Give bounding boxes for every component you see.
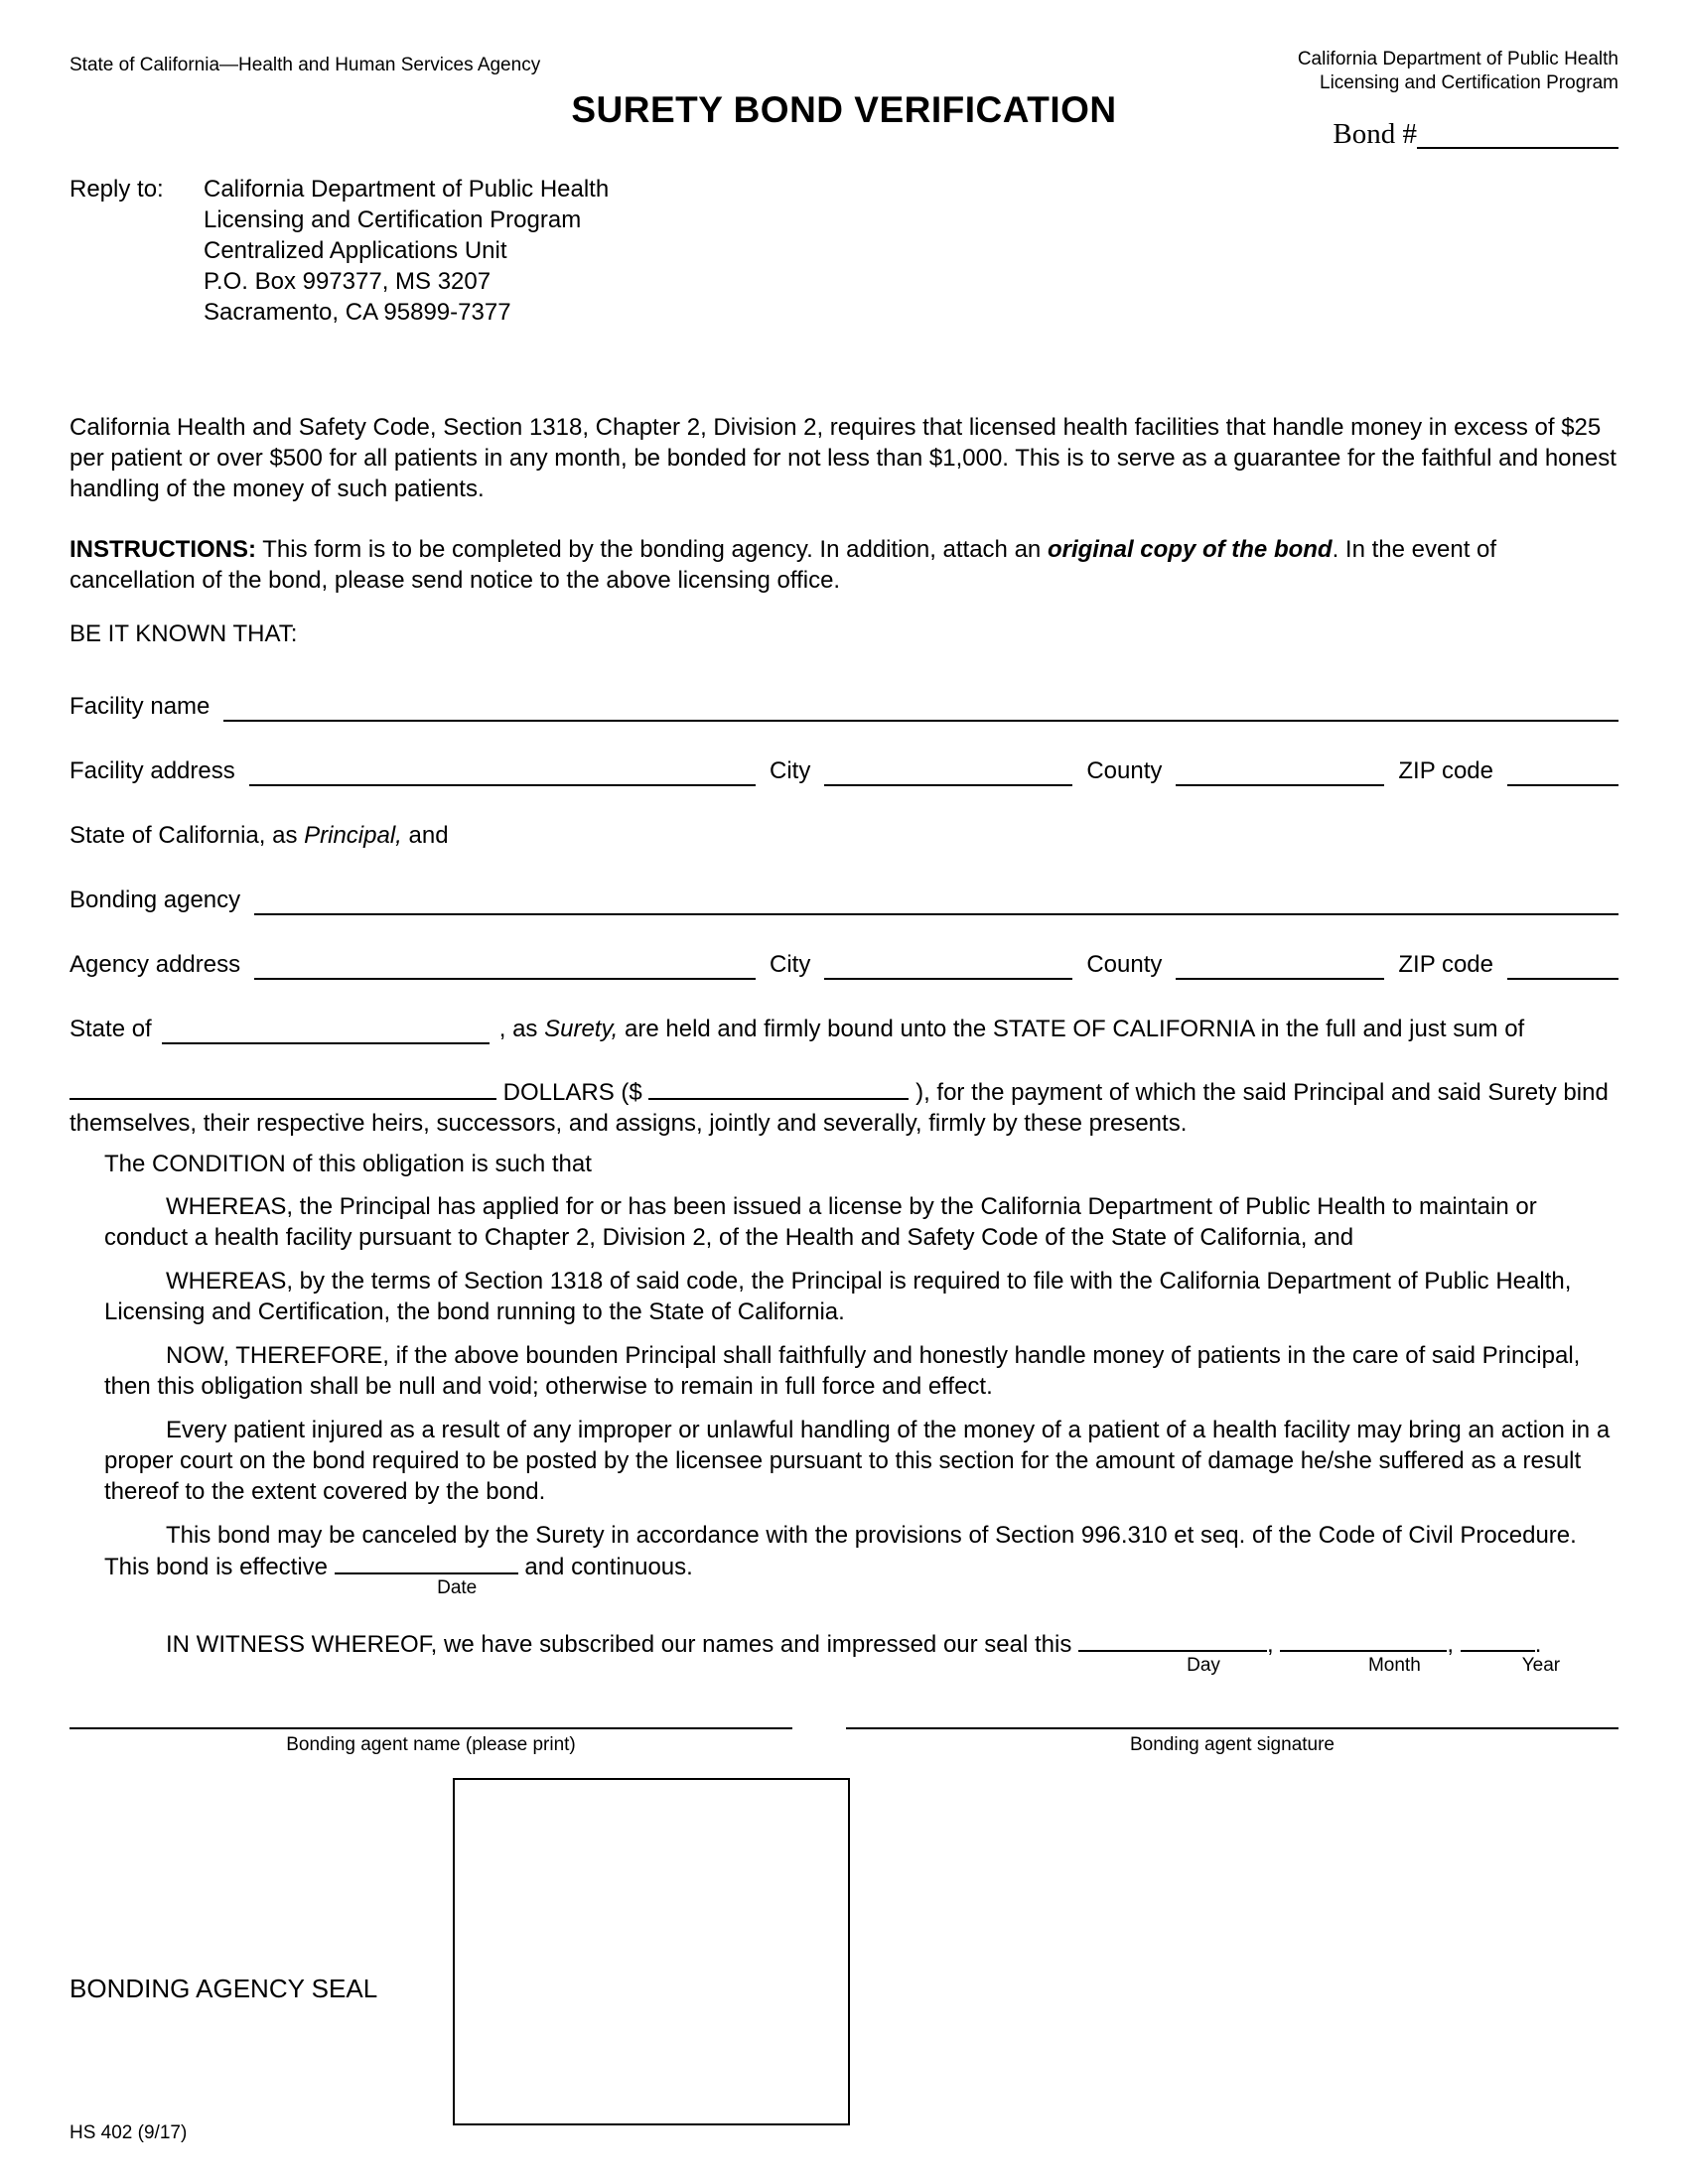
bonding-agent-name-label: Bonding agent name (please print) bbox=[286, 1734, 576, 1755]
instructions-paragraph bbox=[70, 534, 1618, 596]
bonding-agency-seal-label: BONDING AGENCY SEAL bbox=[70, 1974, 378, 2003]
surety-text bbox=[499, 1014, 1524, 1044]
bonding-agent-signature-label: Bonding agent signature bbox=[1130, 1734, 1335, 1755]
agency-address-field[interactable] bbox=[254, 950, 756, 980]
agent-name-column bbox=[70, 1723, 792, 1756]
bond-number-label: Bond # bbox=[1333, 118, 1417, 150]
facility-address-field[interactable] bbox=[249, 756, 756, 786]
surety-text-1: , as bbox=[498, 1016, 545, 1042]
form-number: HS 402 (9/17) bbox=[70, 2122, 188, 2143]
agency-county-field[interactable] bbox=[1176, 950, 1384, 980]
day-label: Day bbox=[1187, 1655, 1220, 1676]
bonding-agency-field[interactable] bbox=[254, 886, 1618, 915]
agency-address-label: Agency address bbox=[70, 951, 241, 978]
agency-city-field[interactable] bbox=[824, 950, 1072, 980]
facility-city-field[interactable] bbox=[824, 756, 1072, 786]
year-label: Year bbox=[1521, 1655, 1561, 1676]
facility-name-row bbox=[70, 689, 1618, 722]
department-line-2: Licensing and Certification Program bbox=[1320, 72, 1618, 93]
agency-city-label: City bbox=[769, 951, 811, 978]
reply-address-line-4: P.O. Box 997377, MS 3207 bbox=[204, 268, 492, 295]
principal-text-2: and bbox=[401, 822, 449, 849]
principal-text bbox=[70, 820, 449, 851]
facility-city-label: City bbox=[769, 757, 811, 784]
cancellation-paragraph bbox=[104, 1520, 1618, 1598]
reply-address-line-3: Centralized Applications Unit bbox=[204, 237, 507, 264]
whereas-paragraph-2: WHEREAS, by the terms of Section 1318 of said code, the Principal is required to file with the California Department of Public Health, Licensing and Certification, the bond running to the State of California. bbox=[104, 1268, 1572, 1325]
facility-name-field[interactable] bbox=[223, 692, 1618, 722]
witness-period: . bbox=[1534, 1631, 1542, 1658]
dollars-text: ), for the payment of which the said Principal and said Surety bind themselves, their respective heirs, successors, and assigns, jointly and severally, firmly by these presents. bbox=[70, 1079, 1609, 1137]
reply-to-address bbox=[204, 174, 609, 328]
instructions-text-2: . In the event of cancellation of the bond, please send notice to the above licensing office. bbox=[70, 536, 1497, 594]
bond-number-row bbox=[1333, 119, 1618, 149]
dollars-label: DOLLARS ($ bbox=[502, 1079, 642, 1106]
witness-paragraph bbox=[104, 1628, 1618, 1676]
agency-county-label: County bbox=[1086, 951, 1163, 978]
be-it-known-heading: BE IT KNOWN THAT: bbox=[70, 620, 298, 647]
department-block bbox=[1298, 48, 1618, 95]
date-label: Date bbox=[437, 1577, 478, 1598]
whereas-paragraph-1: WHEREAS, the Principal has applied for or has been issued a license by the California Department of Public Health to maintain or conduct a health facility pursuant to Chapter 2, Division 2, of the Health and Safety Code of the State of California, and bbox=[104, 1193, 1537, 1251]
bonding-agency-label: Bonding agency bbox=[70, 887, 241, 913]
reply-to-block bbox=[70, 174, 1618, 328]
witness-comma-1: , bbox=[1267, 1631, 1274, 1658]
code-requirement-paragraph: California Health and Safety Code, Section 1318, Chapter 2, Division 2, requires that licensed health facilities that handle money in excess of $25 per patient or over $500 for all patients in any month, be bonded for not less than $1,000. This is to serve as a guarantee for the faithful and honest handling of the money of such patients. bbox=[70, 414, 1617, 502]
facility-address-row bbox=[70, 753, 1618, 786]
facility-address-label: Facility address bbox=[70, 757, 235, 784]
agency-address-row bbox=[70, 947, 1618, 980]
principal-text-1: State of California, as bbox=[70, 822, 305, 849]
witness-comma-2: , bbox=[1447, 1631, 1455, 1658]
surety-state-line bbox=[70, 1012, 1618, 1044]
facility-county-field[interactable] bbox=[1176, 756, 1384, 786]
principal-emphasis: Principal, bbox=[304, 822, 402, 849]
bonding-agency-seal-box bbox=[453, 1778, 850, 2125]
seal-day-field[interactable] bbox=[1078, 1628, 1267, 1676]
agency-zip-label: ZIP code bbox=[1398, 951, 1493, 978]
state-agency-line: State of California—Health and Human Services Agency bbox=[70, 55, 541, 75]
effective-date-field[interactable] bbox=[335, 1551, 518, 1598]
agent-signature-column bbox=[846, 1723, 1618, 1756]
reply-to-label: Reply to: bbox=[70, 176, 164, 203]
facility-zip-field[interactable] bbox=[1507, 756, 1618, 786]
condition-line: The CONDITION of this obligation is such that bbox=[104, 1151, 592, 1177]
reply-address-line-2: Licensing and Certification Program bbox=[204, 206, 582, 233]
every-patient-paragraph: Every patient injured as a result of any improper or unlawful handling of the money of a patient of a health facility may bring an action in a proper court on the bond required to be posted by the licensee pursuant to this section for the amount of damage he/she suffered as a result thereof to the extent covered by the bond. bbox=[104, 1417, 1611, 1505]
form-title: SURETY BOND VERIFICATION bbox=[571, 89, 1117, 130]
agency-zip-field[interactable] bbox=[1507, 950, 1618, 980]
bond-number-field[interactable] bbox=[1417, 121, 1618, 149]
cancellation-text-2: and continuous. bbox=[517, 1554, 693, 1580]
month-label: Month bbox=[1367, 1655, 1421, 1676]
reply-address-line-5: Sacramento, CA 95899-7377 bbox=[204, 299, 511, 326]
seal-month-field[interactable] bbox=[1280, 1628, 1447, 1676]
bonding-agency-row bbox=[70, 883, 1618, 915]
cancellation-text-1: This bond may be canceled by the Surety in accordance with the provisions of Section 996.310 et seq. of the Code of Civil Procedure. This bond is effective bbox=[104, 1522, 1577, 1580]
facility-name-label: Facility name bbox=[70, 693, 211, 720]
sum-in-words-field[interactable] bbox=[70, 1076, 496, 1100]
now-therefore-paragraph: NOW, THEREFORE, if the above bounden Principal shall faithfully and honestly handle money of patients in the care of said Principal, then this obligation shall be null and void; otherwise to remain in full force and effect. bbox=[104, 1342, 1581, 1400]
bond-sum-paragraph bbox=[70, 1076, 1618, 1139]
surety-state-label: State of bbox=[70, 1016, 152, 1042]
seal-year-field[interactable] bbox=[1461, 1628, 1561, 1676]
signature-section bbox=[70, 1723, 1618, 1756]
surety-state-field[interactable] bbox=[162, 1015, 490, 1044]
reply-address-line-1: California Department of Public Health bbox=[204, 176, 610, 203]
surety-emphasis: Surety, bbox=[544, 1016, 619, 1042]
form-header bbox=[70, 0, 1618, 174]
facility-zip-label: ZIP code bbox=[1398, 757, 1493, 784]
sum-in-numbers-field[interactable] bbox=[648, 1076, 909, 1100]
surety-text-2: are held and firmly bound unto the STATE OF CALIFORNIA in the full and just sum of bbox=[618, 1016, 1525, 1042]
instructions-label: INSTRUCTIONS: bbox=[70, 536, 256, 563]
principal-line bbox=[70, 818, 1618, 851]
department-line-1: California Department of Public Health bbox=[1297, 49, 1618, 69]
instructions-emphasis: original copy of the bond bbox=[1047, 536, 1333, 563]
seal-section bbox=[70, 1770, 1618, 2147]
instructions-text-1: This form is to be completed by the bonding agency. In addition, attach an bbox=[256, 536, 1048, 563]
facility-county-label: County bbox=[1086, 757, 1163, 784]
witness-text: IN WITNESS WHEREOF, we have subscribed our names and impressed our seal this bbox=[166, 1631, 1079, 1658]
